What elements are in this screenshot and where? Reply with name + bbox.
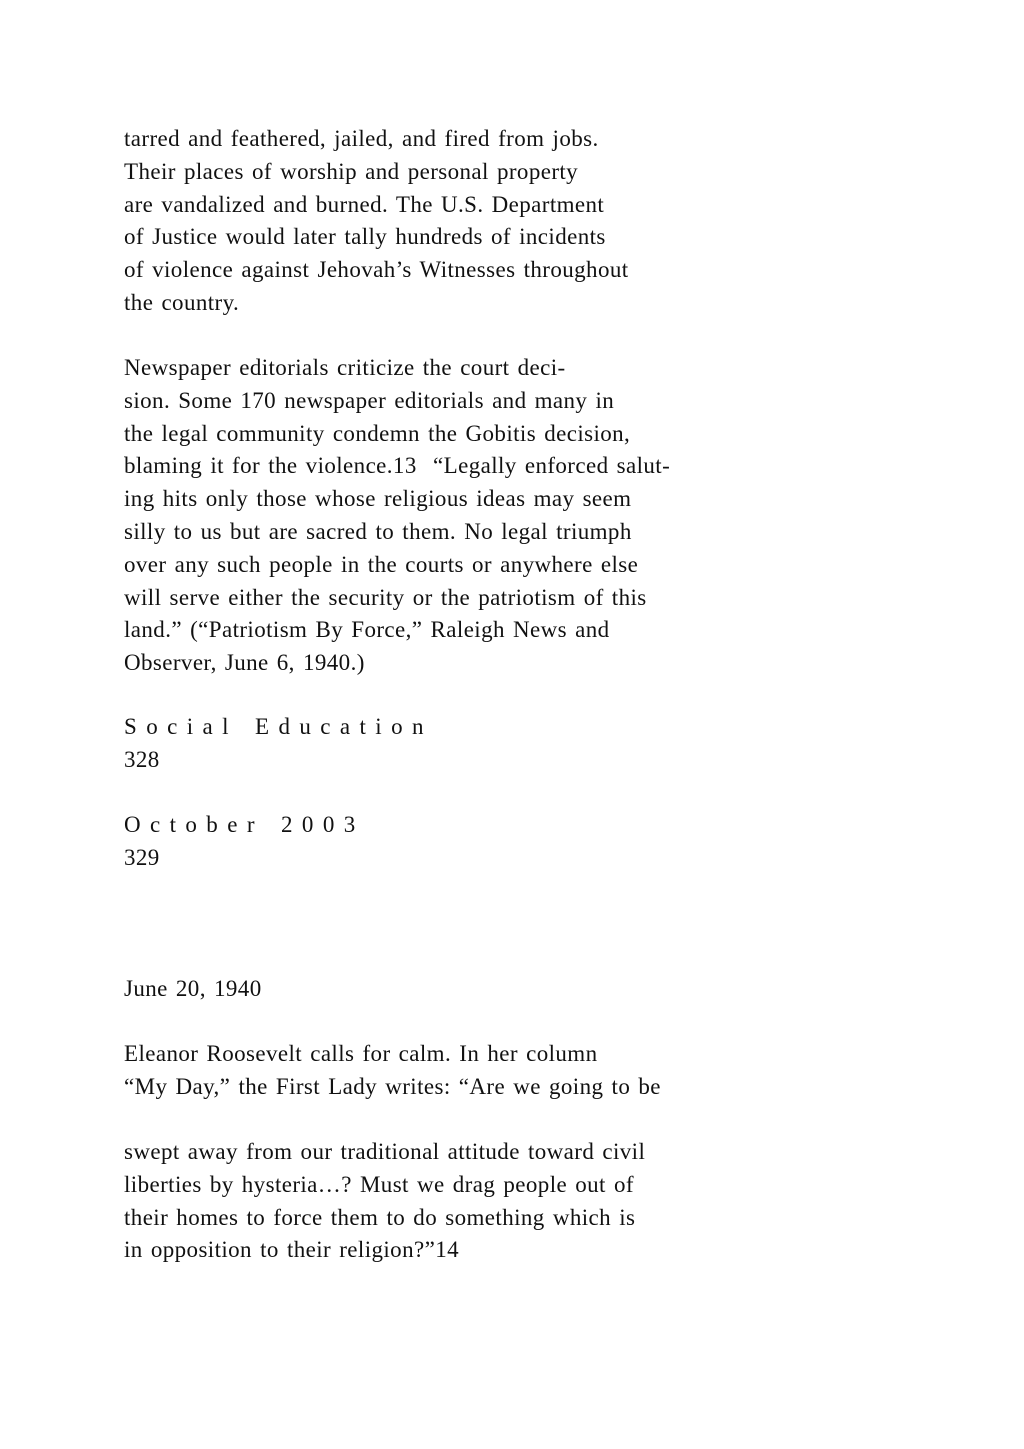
paragraph-quote	[124, 1136, 884, 1267]
text-line: sion. Some 170 newspaper editorials and many in	[124, 387, 615, 413]
paragraph-violence	[124, 123, 884, 320]
text-line: “My Day,” the First Lady writes: “Are we going to be	[124, 1073, 661, 1099]
text-line: Observer, June 6, 1940.)	[124, 650, 365, 676]
text-line: swept away from our traditional attitude toward civil	[124, 1139, 646, 1164]
text-line: the country.	[124, 289, 240, 315]
page-number-right: 329	[124, 844, 160, 870]
text-line: silly to us but are sacred to them. No legal triumph	[124, 518, 632, 544]
text-line: will serve either the security or the patriotism of this	[124, 584, 647, 610]
text-line: tarred and feathered, jailed, and fired from jobs.	[124, 126, 599, 151]
paragraph-editorials	[124, 352, 884, 680]
text-line: of violence against Jehovah’s Witnesses throughout	[124, 257, 629, 283]
text-line: Their places of worship and personal property	[124, 158, 579, 184]
text-line: blaming it for the violence.13 “Legally enforced salut-	[124, 453, 671, 479]
date-heading-text: June 20, 1940	[124, 976, 262, 1001]
text-line: in opposition to their religion?”14	[124, 1237, 460, 1263]
text-line: Eleanor Roosevelt calls for calm. In her column	[124, 1041, 598, 1066]
journal-name: Social Education	[124, 714, 433, 739]
text-line: liberties by hysteria…? Must we drag people out of	[124, 1171, 634, 1197]
date-heading	[124, 973, 884, 1006]
footer-left	[124, 711, 884, 777]
text-line: ing hits only those whose religious ideas may seem	[124, 486, 632, 512]
text-line: land.” (“Patriotism By Force,” Raleigh News and	[124, 617, 610, 643]
footer-right	[124, 809, 884, 875]
text-line: of Justice would later tally hundreds of incidents	[124, 224, 606, 250]
text-line: Newspaper editorials criticize the court deci-	[124, 355, 566, 380]
text-line: their homes to force them to do something which is	[124, 1204, 636, 1230]
text-line: over any such people in the courts or anywhere else	[124, 551, 639, 577]
paragraph-roosevelt	[124, 1038, 884, 1104]
text-line: are vandalized and burned. The U.S. Department	[124, 191, 605, 217]
text-line: the legal community condemn the Gobitis decision,	[124, 420, 631, 446]
page-number-left: 328	[124, 746, 160, 772]
issue-date: October 2003	[124, 812, 365, 837]
